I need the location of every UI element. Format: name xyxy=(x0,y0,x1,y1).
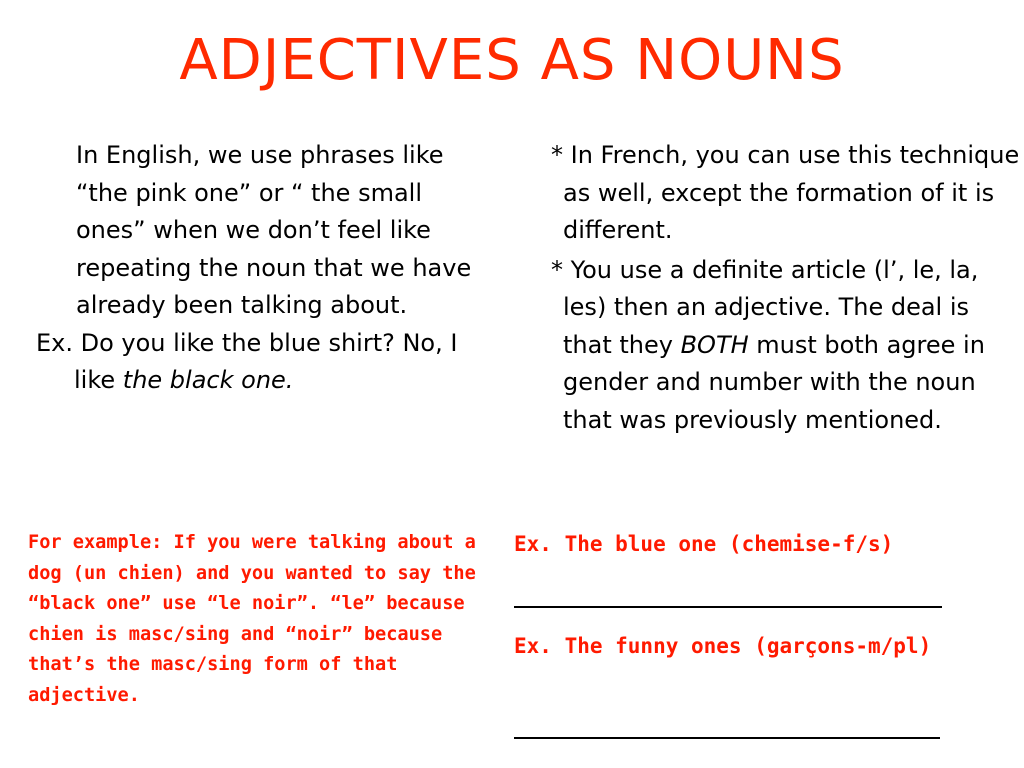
page-title: ADJECTIVES AS NOUNS xyxy=(179,28,845,93)
english-example xyxy=(36,325,476,400)
french-bullet-2-italic: BOTH xyxy=(680,330,749,359)
english-intro: In English, we use phrases like “the pink one” or “ the small ones” when we don’t feel like repeating the noun that we have already been talking about. xyxy=(76,141,472,319)
english-explanation xyxy=(36,137,476,400)
answer-blank-2 xyxy=(514,737,940,739)
french-bullet-2 xyxy=(551,252,1021,440)
exercise-prompt-2: Ex. The funny ones (garçons-m/pl) xyxy=(514,634,932,658)
english-example-italic: the black one. xyxy=(122,366,294,394)
french-bullet-2-end: must both agree in gender and number with the noun that was previously mentioned. xyxy=(563,330,985,434)
french-explanation xyxy=(551,137,1021,439)
example-note: For example: If you were talking about a dog (un chien) and you wanted to say the “black one” use “le noir”. “le” because chien is masc/sing and “noir” because that’s the masc/sing form of that adjective. xyxy=(28,532,476,706)
english-example-text: Ex. Do you like the blue shirt? No, I like xyxy=(36,328,458,394)
french-bullet-2-start: * You use a definite article (l’, le, la, les) then an adjective. The deal is that they xyxy=(551,255,979,359)
french-bullet-1: * In French, you can use this technique as well, except the formation of it is different. xyxy=(551,141,1020,244)
answer-blank-1 xyxy=(514,606,942,608)
exercise-prompt-1: Ex. The blue one (chemise-f/s) xyxy=(514,532,894,556)
